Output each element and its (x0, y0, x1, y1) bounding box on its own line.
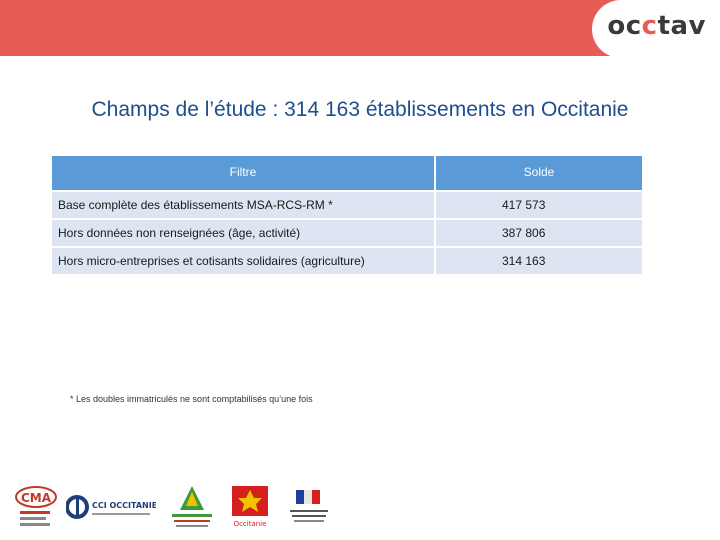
header-filtre: Filtre (52, 156, 436, 190)
svg-text:CMA: CMA (20, 491, 52, 505)
header-solde: Solde (436, 156, 642, 190)
row-value: 387 806 (436, 220, 642, 246)
cma-logo (14, 484, 58, 530)
page-title: Champs de l’étude : 314 163 établissements en Occitanie (91, 98, 629, 121)
svg-text:Occitanie: Occitanie (233, 520, 267, 528)
filter-table (52, 154, 642, 276)
cci-logo (66, 484, 156, 530)
footnote: * Les doubles immatriculés ne sont comptabilisés qu’une fois (70, 394, 313, 404)
svg-text:CCI OCCITANIE: CCI OCCITANIE (92, 501, 156, 510)
agence-france-logo (286, 484, 332, 530)
table-row (52, 220, 642, 246)
table-row (52, 248, 642, 274)
row-value: 417 573 (436, 192, 642, 218)
row-label: Hors micro-entreprises et cotisants solidaires (agriculture) (52, 248, 436, 274)
row-label: Base complète des établissements MSA-RCS-RM * (52, 192, 436, 218)
occtav-logo: occtav (607, 11, 706, 41)
table-header-row (52, 156, 642, 190)
partner-logos (10, 484, 340, 534)
table-row (52, 192, 642, 218)
logo-container (592, 0, 720, 58)
agricultures-logo (168, 484, 216, 530)
row-value: 314 163 (436, 248, 642, 274)
row-label: Hors données non renseignées (âge, activité) (52, 220, 436, 246)
region-occitanie-logo (230, 484, 270, 530)
